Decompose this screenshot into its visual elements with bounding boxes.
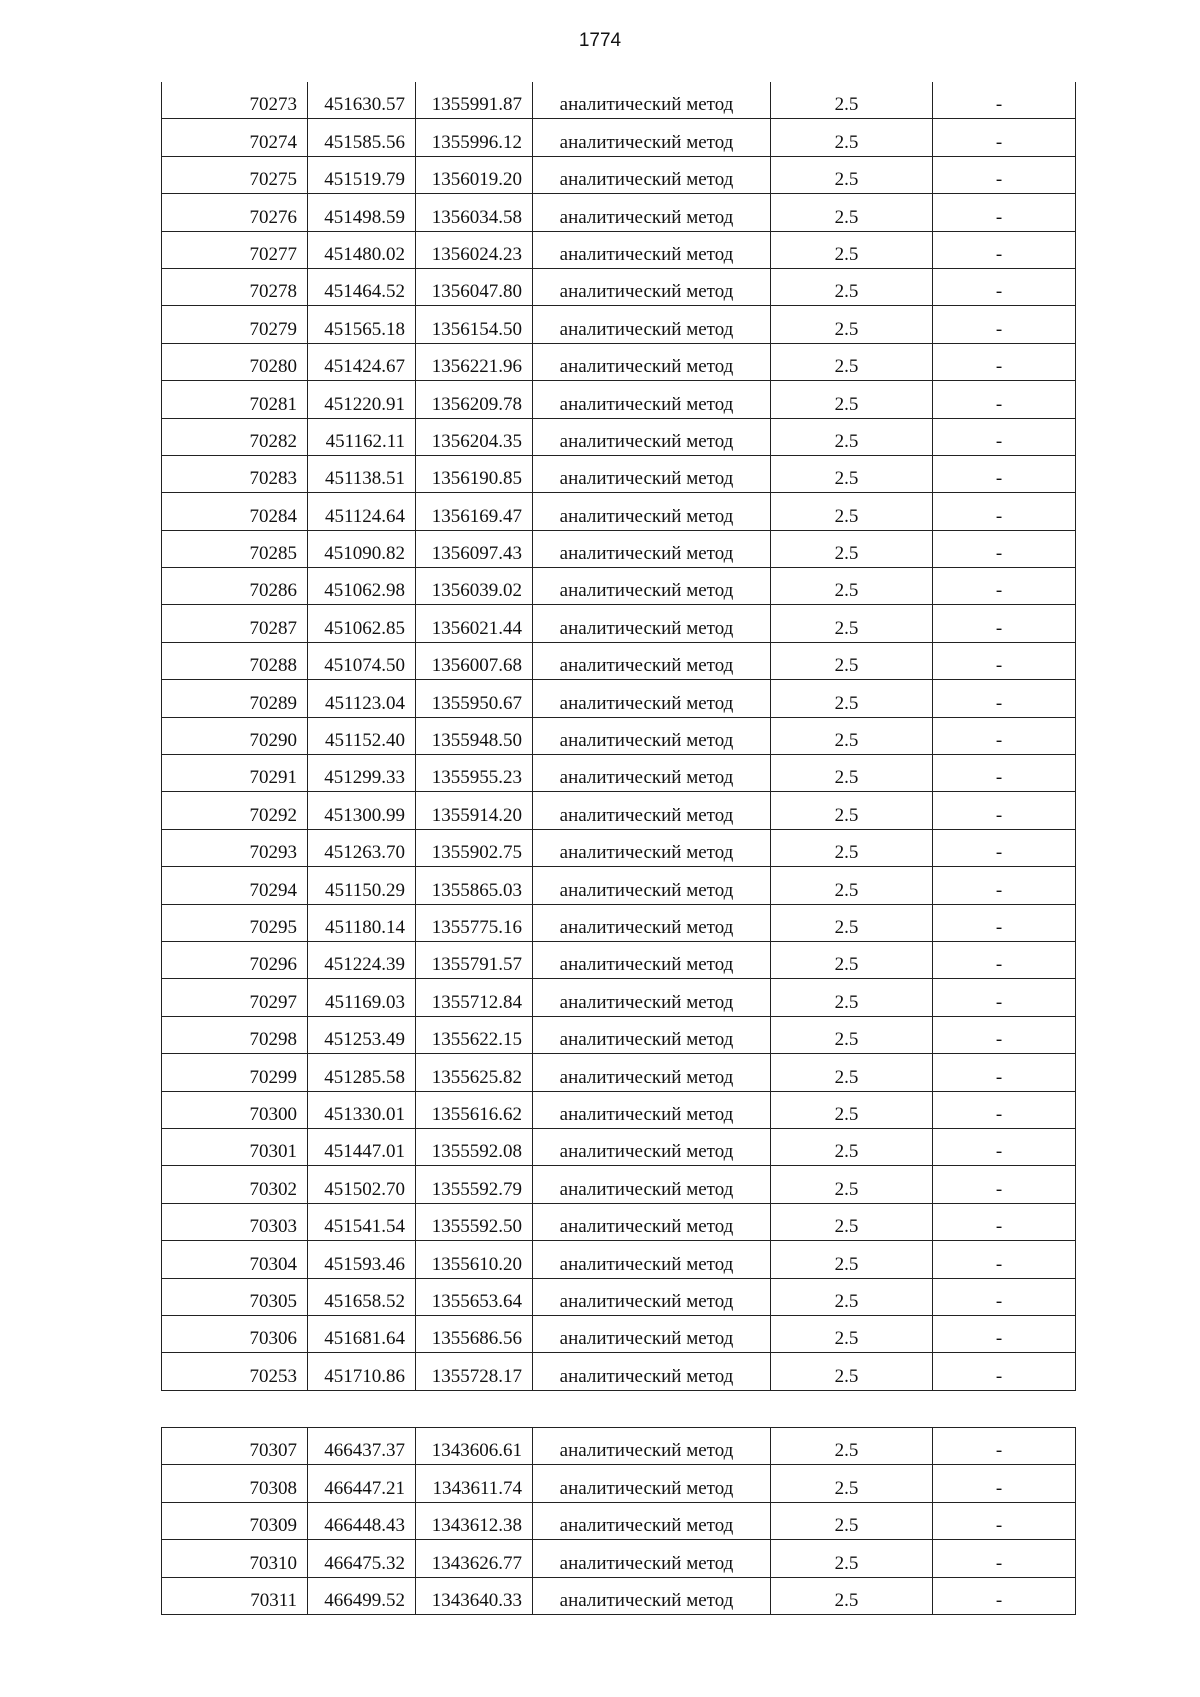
accuracy-cell: 2.5: [771, 306, 933, 343]
point-number-cell: 70290: [162, 717, 308, 754]
page-number: 1774: [578, 30, 622, 51]
note-cell: -: [933, 1128, 1076, 1165]
table-row: [162, 1241, 1076, 1278]
method-cell: аналитический метод: [533, 1540, 771, 1577]
table-row: [162, 1091, 1076, 1128]
point-number-cell: 70293: [162, 829, 308, 866]
note-cell: -: [933, 343, 1076, 380]
x-coordinate-cell: 451447.01: [308, 1128, 416, 1165]
accuracy-cell: 2.5: [771, 1203, 933, 1240]
table-row: [162, 1465, 1076, 1502]
y-coordinate-cell: 1343640.33: [416, 1577, 533, 1614]
accuracy-cell: 2.5: [771, 717, 933, 754]
accuracy-cell: 2.5: [771, 455, 933, 492]
accuracy-cell: 2.5: [771, 904, 933, 941]
table-row: [162, 867, 1076, 904]
y-coordinate-cell: 1356169.47: [416, 493, 533, 530]
y-coordinate-cell: 1343612.38: [416, 1502, 533, 1539]
y-coordinate-cell: 1356034.58: [416, 194, 533, 231]
note-cell: -: [933, 755, 1076, 792]
point-number-cell: 70277: [162, 231, 308, 268]
method-cell: аналитический метод: [533, 1091, 771, 1128]
accuracy-cell: 2.5: [771, 792, 933, 829]
method-cell: аналитический метод: [533, 343, 771, 380]
x-coordinate-cell: 451300.99: [308, 792, 416, 829]
point-number-cell: 70296: [162, 941, 308, 978]
point-number-cell: 70280: [162, 343, 308, 380]
point-number-cell: 70306: [162, 1315, 308, 1352]
y-coordinate-cell: 1355955.23: [416, 755, 533, 792]
table-row: [162, 194, 1076, 231]
point-number-cell: 70309: [162, 1502, 308, 1539]
x-coordinate-cell: 451090.82: [308, 530, 416, 567]
y-coordinate-cell: 1355775.16: [416, 904, 533, 941]
note-cell: -: [933, 231, 1076, 268]
x-coordinate-cell: 466475.32: [308, 1540, 416, 1577]
method-cell: аналитический метод: [533, 493, 771, 530]
table-row: [162, 1166, 1076, 1203]
point-number-cell: 70291: [162, 755, 308, 792]
accuracy-cell: 2.5: [771, 530, 933, 567]
point-number-cell: 70288: [162, 642, 308, 679]
y-coordinate-cell: 1343611.74: [416, 1465, 533, 1502]
note-cell: -: [933, 642, 1076, 679]
accuracy-cell: 2.5: [771, 1353, 933, 1390]
y-coordinate-cell: 1355616.62: [416, 1091, 533, 1128]
point-number-cell: 70287: [162, 605, 308, 642]
table-row: [162, 1203, 1076, 1240]
accuracy-cell: 2.5: [771, 1502, 933, 1539]
accuracy-cell: 2.5: [771, 343, 933, 380]
method-cell: аналитический метод: [533, 1203, 771, 1240]
method-cell: аналитический метод: [533, 1315, 771, 1352]
method-cell: аналитический метод: [533, 156, 771, 193]
point-number-cell: 70282: [162, 418, 308, 455]
y-coordinate-cell: 1355996.12: [416, 119, 533, 156]
method-cell: аналитический метод: [533, 455, 771, 492]
table-row: [162, 680, 1076, 717]
method-cell: аналитический метод: [533, 867, 771, 904]
table-row: [162, 642, 1076, 679]
note-cell: -: [933, 1540, 1076, 1577]
table-row: [162, 605, 1076, 642]
method-cell: аналитический метод: [533, 530, 771, 567]
point-number-cell: 70294: [162, 867, 308, 904]
accuracy-cell: 2.5: [771, 568, 933, 605]
note-cell: -: [933, 941, 1076, 978]
x-coordinate-cell: 451480.02: [308, 231, 416, 268]
x-coordinate-cell: 451062.85: [308, 605, 416, 642]
point-number-cell: 70295: [162, 904, 308, 941]
accuracy-cell: 2.5: [771, 1428, 933, 1465]
method-cell: аналитический метод: [533, 1128, 771, 1165]
note-cell: -: [933, 867, 1076, 904]
note-cell: -: [933, 1241, 1076, 1278]
x-coordinate-cell: 451253.49: [308, 1016, 416, 1053]
note-cell: -: [933, 1091, 1076, 1128]
point-number-cell: 70292: [162, 792, 308, 829]
x-coordinate-cell: 451138.51: [308, 455, 416, 492]
note-cell: -: [933, 717, 1076, 754]
table-row: [162, 343, 1076, 380]
x-coordinate-cell: 451658.52: [308, 1278, 416, 1315]
table-row: [162, 904, 1076, 941]
x-coordinate-cell: 451162.11: [308, 418, 416, 455]
y-coordinate-cell: 1356190.85: [416, 455, 533, 492]
note-cell: -: [933, 1353, 1076, 1390]
accuracy-cell: 2.5: [771, 194, 933, 231]
accuracy-cell: 2.5: [771, 829, 933, 866]
method-cell: аналитический метод: [533, 680, 771, 717]
method-cell: аналитический метод: [533, 82, 771, 119]
accuracy-cell: 2.5: [771, 1315, 933, 1352]
note-cell: -: [933, 829, 1076, 866]
table-body: [162, 82, 1076, 1390]
point-number-cell: 70279: [162, 306, 308, 343]
table-row: [162, 493, 1076, 530]
note-cell: -: [933, 1166, 1076, 1203]
x-coordinate-cell: 451299.33: [308, 755, 416, 792]
y-coordinate-cell: 1355865.03: [416, 867, 533, 904]
accuracy-cell: 2.5: [771, 268, 933, 305]
point-number-cell: 70276: [162, 194, 308, 231]
x-coordinate-cell: 451464.52: [308, 268, 416, 305]
y-coordinate-cell: 1356047.80: [416, 268, 533, 305]
y-coordinate-cell: 1356209.78: [416, 381, 533, 418]
table-row: [162, 1428, 1076, 1465]
method-cell: аналитический метод: [533, 381, 771, 418]
x-coordinate-cell: 451541.54: [308, 1203, 416, 1240]
table-row: [162, 1540, 1076, 1577]
method-cell: аналитический метод: [533, 717, 771, 754]
y-coordinate-cell: 1355991.87: [416, 82, 533, 119]
y-coordinate-cell: 1356019.20: [416, 156, 533, 193]
method-cell: аналитический метод: [533, 1241, 771, 1278]
x-coordinate-cell: 451424.67: [308, 343, 416, 380]
table-row: [162, 1054, 1076, 1091]
note-cell: -: [933, 1203, 1076, 1240]
y-coordinate-cell: 1355948.50: [416, 717, 533, 754]
method-cell: аналитический метод: [533, 1054, 771, 1091]
point-number-cell: 70304: [162, 1241, 308, 1278]
x-coordinate-cell: 466448.43: [308, 1502, 416, 1539]
y-coordinate-cell: 1356154.50: [416, 306, 533, 343]
accuracy-cell: 2.5: [771, 1577, 933, 1614]
x-coordinate-cell: 451263.70: [308, 829, 416, 866]
accuracy-cell: 2.5: [771, 1540, 933, 1577]
y-coordinate-cell: 1343606.61: [416, 1428, 533, 1465]
y-coordinate-cell: 1355914.20: [416, 792, 533, 829]
y-coordinate-cell: 1355592.08: [416, 1128, 533, 1165]
point-number-cell: 70310: [162, 1540, 308, 1577]
point-number-cell: 70308: [162, 1465, 308, 1502]
accuracy-cell: 2.5: [771, 1241, 933, 1278]
point-number-cell: 70297: [162, 979, 308, 1016]
y-coordinate-cell: 1355950.67: [416, 680, 533, 717]
x-coordinate-cell: 451074.50: [308, 642, 416, 679]
accuracy-cell: 2.5: [771, 82, 933, 119]
method-cell: аналитический метод: [533, 829, 771, 866]
y-coordinate-cell: 1343626.77: [416, 1540, 533, 1577]
point-number-cell: 70278: [162, 268, 308, 305]
note-cell: -: [933, 1054, 1076, 1091]
table-row: [162, 418, 1076, 455]
table-row: [162, 306, 1076, 343]
y-coordinate-cell: 1355625.82: [416, 1054, 533, 1091]
point-number-cell: 70275: [162, 156, 308, 193]
note-cell: -: [933, 1315, 1076, 1352]
table-row: [162, 1353, 1076, 1390]
method-cell: аналитический метод: [533, 268, 771, 305]
x-coordinate-cell: 451150.29: [308, 867, 416, 904]
table-row: [162, 717, 1076, 754]
accuracy-cell: 2.5: [771, 493, 933, 530]
note-cell: -: [933, 904, 1076, 941]
accuracy-cell: 2.5: [771, 1128, 933, 1165]
x-coordinate-cell: 451585.56: [308, 119, 416, 156]
accuracy-cell: 2.5: [771, 1278, 933, 1315]
x-coordinate-cell: 451220.91: [308, 381, 416, 418]
table-row: [162, 119, 1076, 156]
note-cell: -: [933, 1278, 1076, 1315]
accuracy-cell: 2.5: [771, 755, 933, 792]
x-coordinate-cell: 451330.01: [308, 1091, 416, 1128]
point-number-cell: 70303: [162, 1203, 308, 1240]
point-number-cell: 70311: [162, 1577, 308, 1614]
x-coordinate-cell: 466437.37: [308, 1428, 416, 1465]
y-coordinate-cell: 1355728.17: [416, 1353, 533, 1390]
note-cell: -: [933, 381, 1076, 418]
method-cell: аналитический метод: [533, 418, 771, 455]
point-number-cell: 70298: [162, 1016, 308, 1053]
method-cell: аналитический метод: [533, 1465, 771, 1502]
point-number-cell: 70284: [162, 493, 308, 530]
x-coordinate-cell: 451593.46: [308, 1241, 416, 1278]
method-cell: аналитический метод: [533, 904, 771, 941]
accuracy-cell: 2.5: [771, 381, 933, 418]
accuracy-cell: 2.5: [771, 418, 933, 455]
x-coordinate-cell: 466499.52: [308, 1577, 416, 1614]
note-cell: -: [933, 568, 1076, 605]
note-cell: -: [933, 82, 1076, 119]
x-coordinate-cell: 451152.40: [308, 717, 416, 754]
point-number-cell: 70253: [162, 1353, 308, 1390]
point-number-cell: 70299: [162, 1054, 308, 1091]
table-row: [162, 82, 1076, 119]
method-cell: аналитический метод: [533, 941, 771, 978]
accuracy-cell: 2.5: [771, 119, 933, 156]
table-row: [162, 1128, 1076, 1165]
y-coordinate-cell: 1355592.50: [416, 1203, 533, 1240]
accuracy-cell: 2.5: [771, 867, 933, 904]
y-coordinate-cell: 1355592.79: [416, 1166, 533, 1203]
x-coordinate-cell: 451498.59: [308, 194, 416, 231]
method-cell: аналитический метод: [533, 1428, 771, 1465]
point-number-cell: 70285: [162, 530, 308, 567]
table-row: [162, 1016, 1076, 1053]
method-cell: аналитический метод: [533, 792, 771, 829]
point-number-cell: 70305: [162, 1278, 308, 1315]
y-coordinate-cell: 1356097.43: [416, 530, 533, 567]
table-row: [162, 755, 1076, 792]
table-row: [162, 1577, 1076, 1614]
x-coordinate-cell: 451169.03: [308, 979, 416, 1016]
x-coordinate-cell: 451565.18: [308, 306, 416, 343]
point-number-cell: 70307: [162, 1428, 308, 1465]
method-cell: аналитический метод: [533, 568, 771, 605]
table-row: [162, 156, 1076, 193]
table-row: [162, 979, 1076, 1016]
table-row: [162, 829, 1076, 866]
note-cell: -: [933, 1016, 1076, 1053]
table-row: [162, 381, 1076, 418]
point-number-cell: 70300: [162, 1091, 308, 1128]
point-number-cell: 70273: [162, 82, 308, 119]
method-cell: аналитический метод: [533, 1353, 771, 1390]
note-cell: -: [933, 268, 1076, 305]
table-row: [162, 1502, 1076, 1539]
point-number-cell: 70283: [162, 455, 308, 492]
point-number-cell: 70274: [162, 119, 308, 156]
table-row: [162, 1278, 1076, 1315]
accuracy-cell: 2.5: [771, 1054, 933, 1091]
method-cell: аналитический метод: [533, 194, 771, 231]
accuracy-cell: 2.5: [771, 231, 933, 268]
x-coordinate-cell: 451180.14: [308, 904, 416, 941]
accuracy-cell: 2.5: [771, 680, 933, 717]
note-cell: -: [933, 680, 1076, 717]
method-cell: аналитический метод: [533, 1166, 771, 1203]
y-coordinate-cell: 1355712.84: [416, 979, 533, 1016]
note-cell: -: [933, 119, 1076, 156]
y-coordinate-cell: 1356021.44: [416, 605, 533, 642]
table-body: [162, 1428, 1076, 1615]
y-coordinate-cell: 1355686.56: [416, 1315, 533, 1352]
table-row: [162, 792, 1076, 829]
table-row: [162, 530, 1076, 567]
note-cell: -: [933, 455, 1076, 492]
note-cell: -: [933, 605, 1076, 642]
accuracy-cell: 2.5: [771, 941, 933, 978]
y-coordinate-cell: 1355791.57: [416, 941, 533, 978]
method-cell: аналитический метод: [533, 605, 771, 642]
method-cell: аналитический метод: [533, 642, 771, 679]
note-cell: -: [933, 530, 1076, 567]
y-coordinate-cell: 1355902.75: [416, 829, 533, 866]
y-coordinate-cell: 1355610.20: [416, 1241, 533, 1278]
y-coordinate-cell: 1356221.96: [416, 343, 533, 380]
table-row: [162, 455, 1076, 492]
note-cell: -: [933, 306, 1076, 343]
note-cell: -: [933, 1502, 1076, 1539]
method-cell: аналитический метод: [533, 1016, 771, 1053]
note-cell: -: [933, 418, 1076, 455]
point-number-cell: 70301: [162, 1128, 308, 1165]
x-coordinate-cell: 451285.58: [308, 1054, 416, 1091]
note-cell: -: [933, 156, 1076, 193]
table-row: [162, 568, 1076, 605]
point-number-cell: 70302: [162, 1166, 308, 1203]
note-cell: -: [933, 1577, 1076, 1614]
x-coordinate-cell: 451630.57: [308, 82, 416, 119]
method-cell: аналитический метод: [533, 1577, 771, 1614]
note-cell: -: [933, 194, 1076, 231]
method-cell: аналитический метод: [533, 306, 771, 343]
x-coordinate-cell: 451519.79: [308, 156, 416, 193]
x-coordinate-cell: 451224.39: [308, 941, 416, 978]
y-coordinate-cell: 1355653.64: [416, 1278, 533, 1315]
method-cell: аналитический метод: [533, 231, 771, 268]
y-coordinate-cell: 1355622.15: [416, 1016, 533, 1053]
x-coordinate-cell: 466447.21: [308, 1465, 416, 1502]
note-cell: -: [933, 1428, 1076, 1465]
method-cell: аналитический метод: [533, 755, 771, 792]
x-coordinate-cell: 451062.98: [308, 568, 416, 605]
x-coordinate-cell: 451710.86: [308, 1353, 416, 1390]
point-number-cell: 70286: [162, 568, 308, 605]
accuracy-cell: 2.5: [771, 1091, 933, 1128]
note-cell: -: [933, 979, 1076, 1016]
table-row: [162, 268, 1076, 305]
accuracy-cell: 2.5: [771, 642, 933, 679]
table-row: [162, 941, 1076, 978]
y-coordinate-cell: 1356039.02: [416, 568, 533, 605]
x-coordinate-cell: 451123.04: [308, 680, 416, 717]
x-coordinate-cell: 451502.70: [308, 1166, 416, 1203]
accuracy-cell: 2.5: [771, 1465, 933, 1502]
note-cell: -: [933, 493, 1076, 530]
y-coordinate-cell: 1356007.68: [416, 642, 533, 679]
coordinates-table-2: [161, 1427, 1076, 1615]
accuracy-cell: 2.5: [771, 156, 933, 193]
accuracy-cell: 2.5: [771, 979, 933, 1016]
note-cell: -: [933, 792, 1076, 829]
point-number-cell: 70281: [162, 381, 308, 418]
coordinates-table-1: [161, 82, 1076, 1391]
method-cell: аналитический метод: [533, 119, 771, 156]
method-cell: аналитический метод: [533, 1502, 771, 1539]
accuracy-cell: 2.5: [771, 1166, 933, 1203]
x-coordinate-cell: 451681.64: [308, 1315, 416, 1352]
note-cell: -: [933, 1465, 1076, 1502]
table-row: [162, 231, 1076, 268]
y-coordinate-cell: 1356024.23: [416, 231, 533, 268]
table-row: [162, 1315, 1076, 1352]
point-number-cell: 70289: [162, 680, 308, 717]
y-coordinate-cell: 1356204.35: [416, 418, 533, 455]
accuracy-cell: 2.5: [771, 1016, 933, 1053]
x-coordinate-cell: 451124.64: [308, 493, 416, 530]
method-cell: аналитический метод: [533, 979, 771, 1016]
method-cell: аналитический метод: [533, 1278, 771, 1315]
accuracy-cell: 2.5: [771, 605, 933, 642]
